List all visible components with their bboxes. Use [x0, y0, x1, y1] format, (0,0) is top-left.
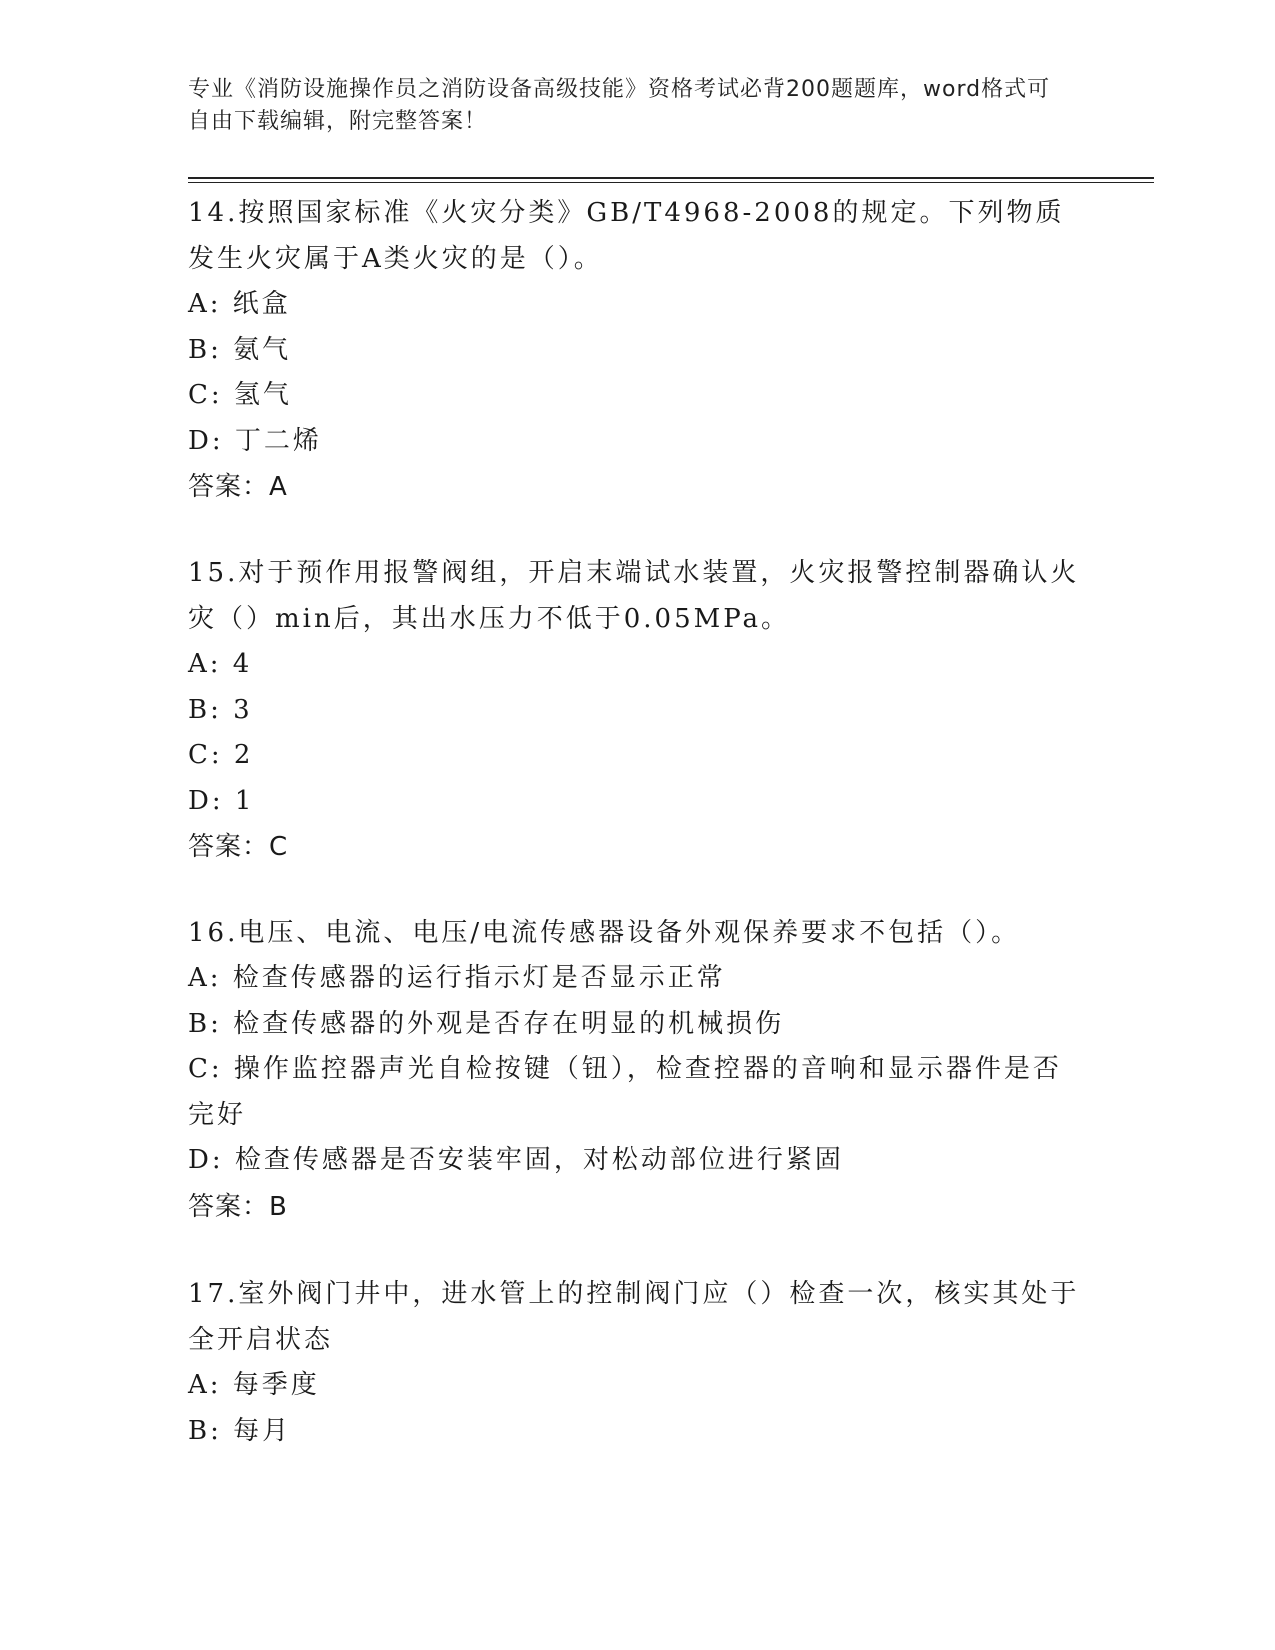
option-d: D: 丁二烯 [188, 425, 322, 456]
question-list [188, 190, 1088, 1491]
question-stem: 15.对于预作用报警阀组，开启末端试水装置，火灾报警控制器确认火灾（）min后，其出水压力不低于0.05MPa。 [188, 558, 1080, 634]
answer-line: 答案：A [188, 472, 288, 502]
question-stem: 17.室外阀门井中，进水管上的控制阀门应（）检查一次，核实其处于全开启状态 [188, 1279, 1080, 1355]
question-16 [188, 910, 1088, 1234]
option-b: B: 检查传感器的外观是否存在明显的机械损伤 [188, 1008, 785, 1039]
question-15 [188, 550, 1088, 873]
question-stem: 14.按照国家标准《火灾分类》GB/T4968-2008的规定。下列物质发生火灾属于A类火灾的是（）。 [188, 198, 1065, 274]
header-divider-thin [188, 182, 1154, 183]
option-d: D: 1 [188, 785, 255, 816]
question-stem: 16.电压、电流、电压/电流传感器设备外观保养要求不包括（）。 [188, 918, 1021, 948]
option-c: C: 操作监控器声光自检按键（钮），检查控器的音响和显示器件是否完好 [188, 1054, 1062, 1130]
option-b: B: 每月 [188, 1415, 292, 1446]
option-c: C: 2 [188, 740, 254, 770]
answer-line: 答案：B [188, 1191, 288, 1222]
question-14 [188, 190, 1088, 513]
answer-line: 答案：C [188, 832, 289, 862]
option-d: D: 检查传感器是否安装牢固，对松动部位进行紧固 [188, 1145, 844, 1175]
option-a: A: 每季度 [188, 1370, 320, 1400]
header-divider-thick [188, 177, 1154, 179]
option-b: B: 氨气 [188, 334, 292, 365]
option-a: A: 纸盒 [188, 289, 291, 319]
question-17 [188, 1271, 1088, 1454]
option-b: B: 3 [188, 694, 253, 725]
option-a: A: 4 [188, 649, 253, 679]
option-a: A: 检查传感器的运行指示灯是否显示正常 [188, 963, 726, 993]
option-c: C: 氢气 [188, 380, 292, 410]
document-header: 专业《消防设施操作员之消防设备高级技能》资格考试必背200题题库，word格式可自由下载编辑，附完整答案！ [188, 77, 1051, 134]
